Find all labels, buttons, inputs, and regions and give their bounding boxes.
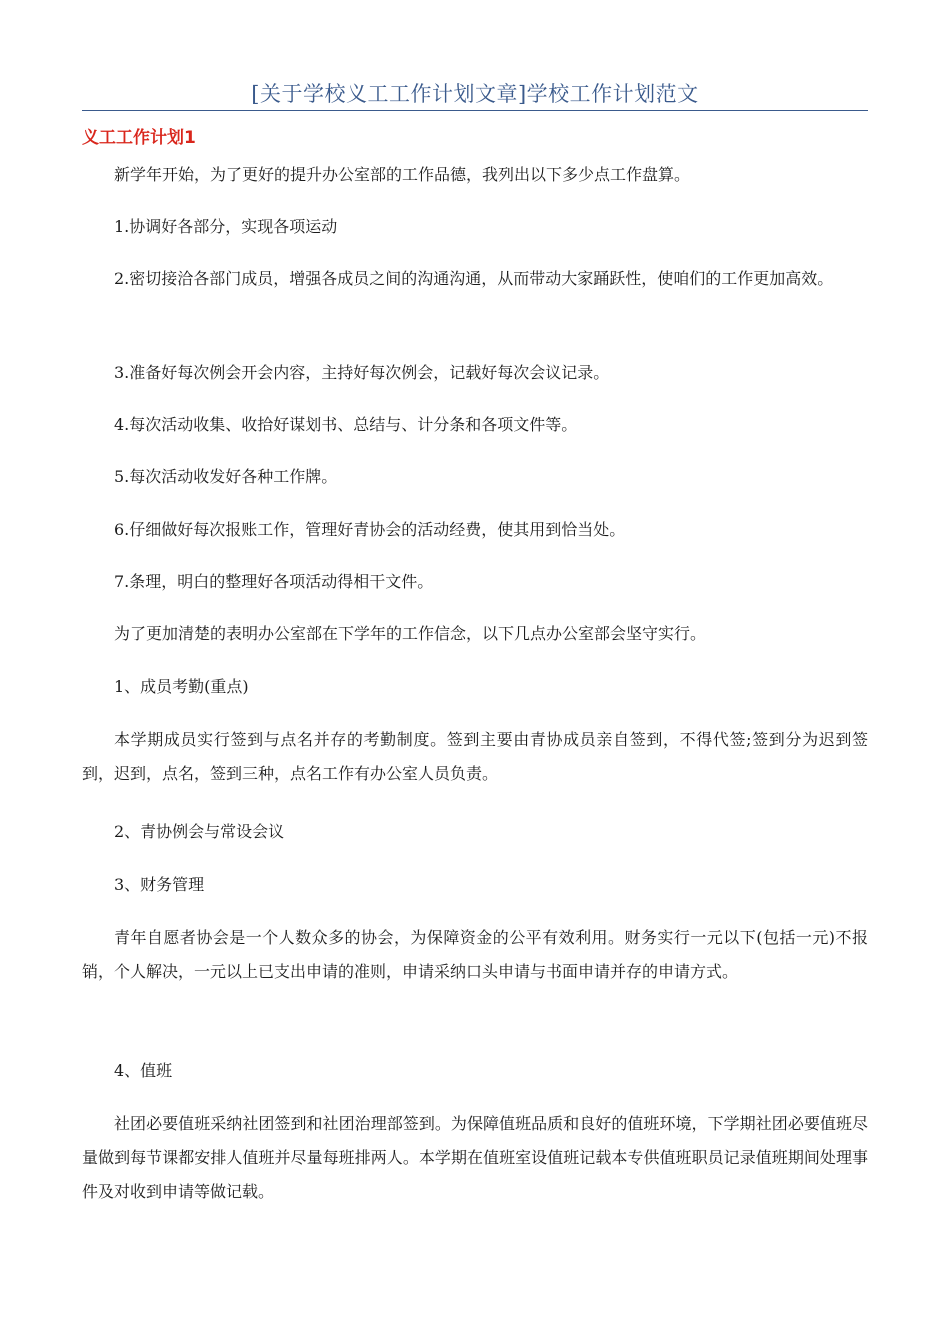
- list-item: 7.条理，明白的整理好各项活动得相干文件。: [114, 572, 434, 591]
- subheading-meetings: 2、青协例会与常设会议: [114, 822, 285, 841]
- paragraph-intro: 新学年开始，为了更好的提升办公室部的工作品德，我列出以下多少点工作盘算。: [114, 165, 691, 184]
- paragraph: 青年自愿者协会是一个人数众多的协会，为保障资金的公平有效利用。财务实行一元以下(包括一元)不报销，个人解决，一元以上已支出申请的准则，申请采纳口头申请与书面申请并存的申请方式。: [82, 928, 868, 981]
- paragraph: 社团必要值班采纳社团签到和社团治理部签到。为保障值班品质和良好的值班环境，下学期社团必要值班尽量做到每节课都安排人值班并尽量每班排两人。本学期在值班室设值班记载本专供值班职员记录值班期间处理事件及对收到申请等做记载。: [82, 1114, 868, 1201]
- list-item: 5.每次活动收发好各种工作牌。: [114, 467, 338, 486]
- subheading-duty: 4、值班: [114, 1061, 173, 1080]
- list-item: 4.每次活动收集、收拾好谋划书、总结与、计分条和各项文件等。: [114, 415, 578, 434]
- subheading-attendance: 1、成员考勤(重点): [114, 677, 249, 696]
- paragraph: 为了更加清楚的表明办公室部在下学年的工作信念，以下几点办公室部会坚守实行。: [114, 624, 707, 643]
- paragraph: 本学期成员实行签到与点名并存的考勤制度。签到主要由青协成员亲自签到，不得代签;签到分为迟到签到，迟到，点名，签到三种，点名工作有办公室人员负责。: [82, 730, 868, 783]
- header-divider: [82, 110, 868, 111]
- list-item: 3.准备好每次例会开会内容，主持好每次例会，记载好每次会议记录。: [114, 363, 610, 382]
- list-item: 6.仔细做好每次报账工作，管理好青协会的活动经费，使其用到恰当处。: [114, 520, 626, 539]
- list-item: 1.协调好各部分，实现各项运动: [114, 217, 338, 236]
- list-item: 2.密切接洽各部门成员，增强各成员之间的沟通沟通，从而带动大家踊跃性，使咱们的工作更加高效。: [114, 269, 834, 288]
- subheading-finance: 3、财务管理: [114, 875, 205, 894]
- section-heading: 义工工作计划1: [82, 128, 196, 148]
- page-title: [关于学校义工工作计划文章]学校工作计划范文: [251, 82, 699, 106]
